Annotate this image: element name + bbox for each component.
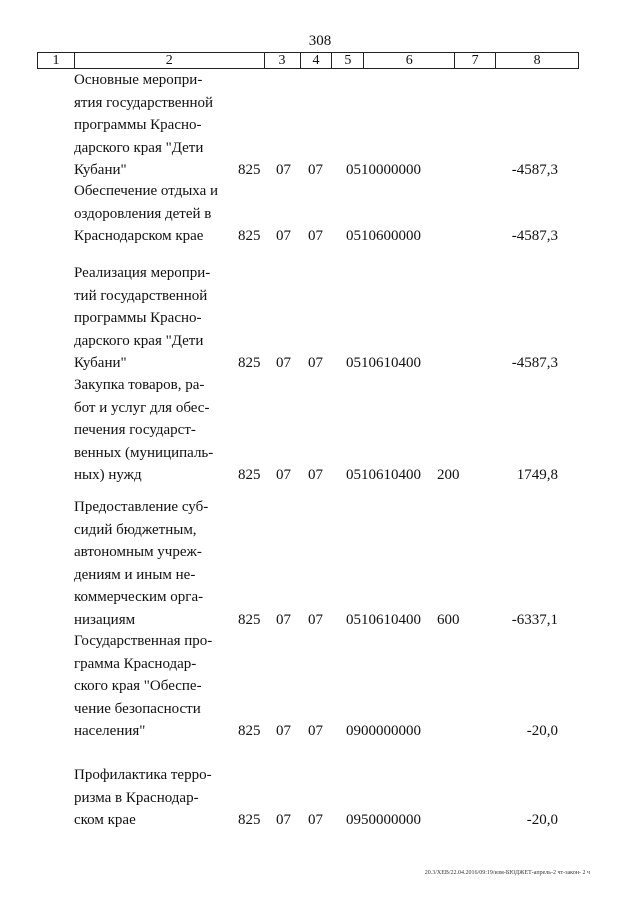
cell-col-6: 0950000000 xyxy=(346,812,421,828)
description-line: дениям и иным не- xyxy=(74,566,196,583)
table-header xyxy=(37,52,579,69)
description-line: дарского края "Дети xyxy=(74,139,204,156)
description-line: Обеспечение отдыха и xyxy=(74,183,219,199)
cell-col-6: 0510600000 xyxy=(346,228,421,244)
cell-col-4: 07 xyxy=(276,611,291,628)
cell-col-8: -4587,3 xyxy=(511,355,558,371)
cell-col-7: 600 xyxy=(437,611,460,628)
description-line: Государственная про- xyxy=(74,633,213,649)
description-line: ского края "Обеспе- xyxy=(74,678,202,694)
description-line: низациям xyxy=(74,611,136,628)
row-description xyxy=(74,262,227,375)
description-line: чение безопасности xyxy=(74,700,201,717)
description-line: Кубани" xyxy=(74,355,127,371)
cell-col-8: 1749,8 xyxy=(516,467,558,483)
description-line: ятия государственной xyxy=(74,94,214,111)
description-line: Реализация меропри- xyxy=(74,265,211,281)
description-line: оздоровления детей в xyxy=(74,205,212,222)
column-header-7: 7 xyxy=(454,53,495,68)
column-header-8: 8 xyxy=(495,53,578,68)
cell-col-4: 07 xyxy=(276,812,291,828)
cell-col-3: 825 xyxy=(238,162,261,178)
cell-col-5: 07 xyxy=(308,162,323,178)
column-header-4: 4 xyxy=(300,53,332,68)
cell-col-3: 825 xyxy=(238,723,261,739)
description-line: ризма в Краснодар- xyxy=(74,789,199,806)
row-description xyxy=(74,374,227,487)
cell-col-3: 825 xyxy=(238,467,261,483)
description-line: венных (муниципаль- xyxy=(74,444,214,461)
description-line: грамма Краснодар- xyxy=(74,655,197,672)
cell-col-8: -4587,3 xyxy=(511,228,558,244)
row-description xyxy=(74,496,227,631)
cell-col-3: 825 xyxy=(238,611,261,628)
row-description xyxy=(74,69,227,182)
description-line: ных) нужд xyxy=(74,467,142,483)
cell-col-4: 07 xyxy=(276,723,291,739)
cell-col-5: 07 xyxy=(308,467,323,483)
cell-col-8: -4587,3 xyxy=(511,162,558,178)
cell-col-5: 07 xyxy=(308,812,323,828)
cell-col-4: 07 xyxy=(276,355,291,371)
row-description xyxy=(74,630,227,743)
page-number: 308 xyxy=(308,33,332,49)
description-line: бот и услуг для обес- xyxy=(74,399,210,416)
cell-col-3: 825 xyxy=(238,228,261,244)
cell-col-5: 07 xyxy=(308,723,323,739)
cell-col-4: 07 xyxy=(276,162,291,178)
description-line: населения" xyxy=(74,723,146,739)
document-footer: 20.3/ХЕВ/22.04.2016/09:19/изм-БЮДЖЕТ-апрель-2 чт-закон- 2 ч xyxy=(424,870,590,876)
cell-col-6: 0510610400 xyxy=(346,355,421,371)
description-line: дарского края "Дети xyxy=(74,332,204,349)
description-line: Краснодарском крае xyxy=(74,228,204,244)
cell-col-6: 0510610400 xyxy=(346,467,421,483)
cell-col-6: 0510610400 xyxy=(346,611,421,628)
cell-col-8: -20,0 xyxy=(526,812,558,828)
column-header-1: 1 xyxy=(52,53,60,68)
cell-col-3: 825 xyxy=(238,355,261,371)
row-description xyxy=(74,180,227,248)
description-line: Основные меропри- xyxy=(74,72,203,88)
description-line: программы Красно- xyxy=(74,310,202,326)
description-line: Закупка товаров, ра- xyxy=(74,377,205,393)
description-line: Профилактика терро- xyxy=(74,767,212,783)
cell-col-7: 200 xyxy=(437,467,460,483)
cell-col-6: 0900000000 xyxy=(346,723,421,739)
cell-col-5: 07 xyxy=(308,228,323,244)
description-line: сидий бюджетным, xyxy=(74,521,197,538)
cell-col-3: 825 xyxy=(238,812,261,828)
description-line: Предоставление суб- xyxy=(74,499,209,515)
cell-col-8: -6337,1 xyxy=(511,611,558,628)
description-line: тий государственной xyxy=(74,287,208,304)
description-line: Кубани" xyxy=(74,162,127,178)
column-header-2: 2 xyxy=(74,53,264,68)
description-line: печения государст- xyxy=(74,422,196,438)
description-line: программы Красно- xyxy=(74,117,202,133)
cell-col-5: 07 xyxy=(308,355,323,371)
column-header-5: 5 xyxy=(331,53,363,68)
description-line: коммерческим орга- xyxy=(74,589,204,605)
cell-col-6: 0510000000 xyxy=(346,162,421,178)
cell-col-4: 07 xyxy=(276,467,291,483)
row-description xyxy=(74,764,227,832)
cell-col-5: 07 xyxy=(308,611,323,628)
description-line: ском крае xyxy=(74,812,136,828)
column-header-6: 6 xyxy=(363,53,454,68)
cell-col-8: -20,0 xyxy=(526,723,558,739)
cell-col-4: 07 xyxy=(276,228,291,244)
column-header-3: 3 xyxy=(264,53,300,68)
description-line: автономным учреж- xyxy=(74,544,202,560)
